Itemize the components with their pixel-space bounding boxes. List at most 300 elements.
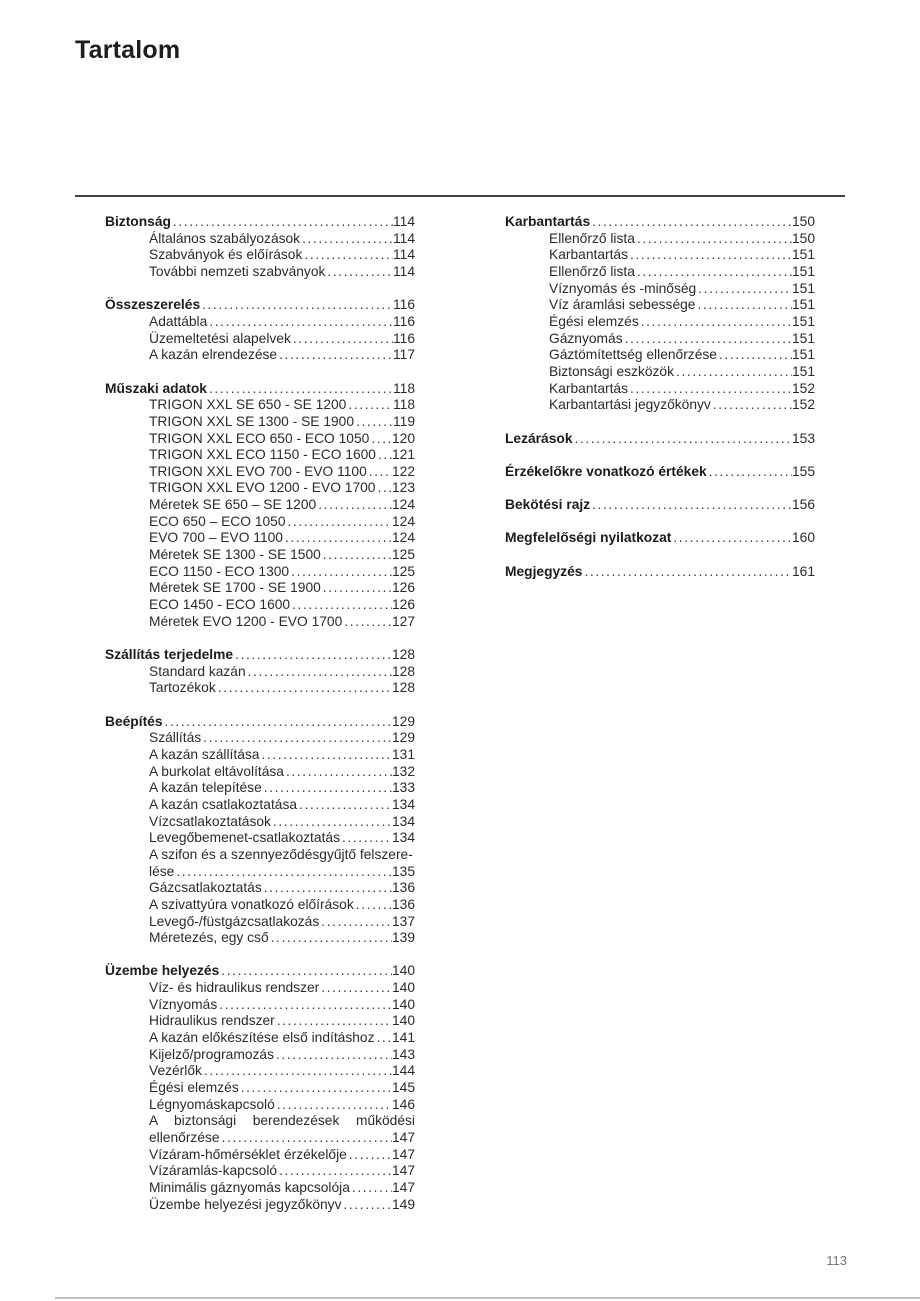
dot-leader: [590, 497, 792, 514]
dot-leader: [174, 864, 392, 881]
entry-label: További nemzeti szabványok: [149, 263, 326, 279]
entry-label: Szabványok és előírások: [149, 247, 303, 263]
toc-entry-row: [105, 447, 415, 464]
entry-label: A biztonsági berendezések működési: [149, 1113, 415, 1129]
toc-entry-row: [105, 580, 415, 597]
toc-entry-row: [105, 1163, 415, 1180]
toc-section: [105, 647, 415, 697]
section-title-row: [505, 497, 815, 514]
page-ref: 141: [391, 1030, 415, 1046]
section-title: Karbantartás: [505, 214, 591, 229]
dot-leader: [635, 231, 792, 248]
section-title-row: [105, 714, 415, 731]
page-ref: 151: [791, 330, 815, 346]
toc-entry-row: [105, 1147, 415, 1164]
dot-leader: [321, 580, 392, 597]
dot-leader: [275, 1097, 392, 1114]
toc-entry-row: [105, 780, 415, 797]
entry-label: Karbantartási jegyzőkönyv: [549, 397, 711, 413]
page-ref: 161: [791, 563, 815, 579]
page-ref: 125: [391, 563, 415, 579]
dot-leader: [202, 1063, 392, 1080]
entry-label: Méretek EVO 1200 - EVO 1700: [149, 613, 343, 629]
page-ref: 116: [393, 313, 415, 329]
entry-label: Méretek SE 1300 - SE 1500: [149, 547, 321, 563]
toc-entry-row: [105, 397, 415, 414]
page-ref: 136: [391, 896, 415, 912]
page-ref: 117: [393, 347, 415, 363]
dot-leader: [277, 1163, 392, 1180]
dot-leader: [291, 331, 393, 348]
entry-label: Vízáramlás-kapcsoló: [149, 1163, 278, 1179]
dot-leader: [375, 1030, 392, 1047]
toc-entry-row: [105, 914, 415, 931]
dot-leader: [262, 880, 392, 897]
section-title-row: [505, 431, 815, 448]
page-ref: 146: [391, 1096, 415, 1112]
entry-label: Égési elemzés: [549, 313, 639, 329]
toc-entry-row: [105, 231, 415, 248]
dot-leader: [200, 297, 393, 314]
page-ref: 134: [391, 813, 415, 829]
page-ref: 124: [391, 497, 415, 513]
page-ref: 114: [393, 247, 415, 263]
toc-entry-row: [105, 1197, 415, 1214]
section-title-row: [105, 297, 415, 314]
entry-label: Biztonsági eszközök: [549, 363, 675, 379]
page-ref: 133: [391, 780, 415, 796]
toc-entry-row: [505, 281, 815, 298]
page-ref: 132: [391, 763, 415, 779]
dot-leader: [297, 797, 392, 814]
entry-label: ellenőrzése: [149, 1130, 220, 1146]
toc-entry-row: [105, 764, 415, 781]
page-ref: 128: [391, 647, 415, 663]
dot-leader: [367, 464, 392, 481]
toc-entry-row: [105, 664, 415, 681]
toc-entry-row: [105, 1013, 415, 1030]
page-ref: 114: [393, 214, 415, 229]
entry-label: TRIGON XXL SE 650 - SE 1200: [149, 397, 347, 413]
toc-section: [505, 214, 815, 414]
entry-label: Minimális gáznyomás kapcsolója: [149, 1179, 350, 1195]
entry-label: ECO 1450 - ECO 1600: [149, 597, 291, 613]
page-ref: 139: [391, 930, 415, 946]
page-title: Tartalom: [75, 36, 181, 64]
entry-label: Karbantartás: [549, 247, 628, 263]
page-ref: 126: [391, 597, 415, 613]
toc-section: [105, 381, 415, 631]
table-of-contents: [105, 214, 815, 1213]
section-title: Megfelelőségi nyilatkozat: [505, 530, 672, 546]
dot-leader: [590, 214, 792, 231]
toc-entry-row: [105, 1097, 415, 1114]
page-ref: 134: [391, 796, 415, 812]
dot-leader: [711, 397, 792, 414]
page-ref: 137: [391, 913, 415, 929]
entry-label: Vezérlők: [149, 1063, 202, 1079]
toc-entry-row: [505, 364, 815, 381]
toc-entry-row: [105, 1080, 415, 1097]
dot-leader: [369, 431, 392, 448]
entry-label: Levegő-/füstgázcsatlakozás: [149, 913, 320, 929]
page-ref: 114: [393, 230, 415, 246]
page-ref: 147: [391, 1146, 415, 1162]
dot-leader: [325, 264, 393, 281]
toc-section: [505, 530, 815, 547]
toc-section: [505, 497, 815, 514]
dot-leader: [163, 714, 392, 731]
entry-label: TRIGON XXL EVO 700 - EVO 1100: [149, 463, 367, 479]
dot-leader: [275, 1013, 392, 1030]
toc-entry-row: [105, 497, 415, 514]
page-ref: 129: [391, 730, 415, 746]
entry-label: A kazán szállítása: [149, 746, 260, 762]
entry-label: ECO 650 – ECO 1050: [149, 513, 286, 529]
entry-label: Standard kazán: [149, 663, 246, 679]
entry-label: TRIGON XXL ECO 1150 - ECO 1600: [149, 447, 376, 463]
toc-entry-row: [105, 730, 415, 747]
toc-entry-row: [505, 397, 815, 414]
entry-label: Vízcsatlakoztatások: [149, 813, 271, 829]
dot-leader: [628, 381, 792, 398]
entry-label: Szállítás: [149, 730, 202, 746]
page-ref: 128: [391, 663, 415, 679]
section-title: Műszaki adatok: [105, 380, 207, 396]
page-ref: 151: [791, 313, 815, 329]
toc-column-right: [505, 214, 815, 1213]
toc-section: [105, 963, 415, 1213]
dot-leader: [259, 747, 392, 764]
page-ref: 121: [391, 447, 415, 463]
toc-entry-row: [105, 830, 415, 847]
dot-leader: [319, 980, 392, 997]
page-ref: 153: [791, 430, 815, 446]
entry-label: A szivattyúra vonatkozó előírások: [149, 896, 354, 912]
dot-leader: [171, 214, 393, 231]
page-ref: 129: [391, 713, 415, 729]
page-ref: 151: [791, 280, 815, 296]
toc-section: [105, 297, 415, 364]
dot-leader: [289, 564, 392, 581]
toc-entry-row: [105, 980, 415, 997]
entry-label: lése: [149, 863, 175, 879]
dot-leader: [277, 347, 393, 364]
page-ref: 134: [391, 830, 415, 846]
entry-label: Hidraulikus rendszer: [149, 1013, 275, 1029]
toc-entry-row: [105, 1180, 415, 1197]
page-ref: 152: [791, 397, 815, 413]
toc-entry-row: [105, 480, 415, 497]
dot-leader: [347, 1147, 392, 1164]
toc-entry-row: [505, 297, 815, 314]
page-ref: 124: [391, 530, 415, 546]
page-ref: 119: [393, 413, 415, 429]
dot-leader: [284, 764, 392, 781]
toc-entry-row: [505, 247, 815, 264]
toc-entry-row: [105, 997, 415, 1014]
entry-label: A kazán elrendezése: [149, 347, 278, 363]
page-ref: 150: [791, 230, 815, 246]
page-ref: 147: [391, 1163, 415, 1179]
page-ref: 152: [791, 380, 815, 396]
entry-label: Üzembe helyezési jegyzőkönyv: [149, 1196, 342, 1212]
section-title-row: [505, 564, 815, 581]
toc-section: [105, 714, 415, 947]
toc-entry-row: [505, 381, 815, 398]
toc-entry-row: [105, 247, 415, 264]
dot-leader: [274, 1047, 392, 1064]
entry-label: Víznyomás: [149, 996, 218, 1012]
section-title-row: [505, 530, 815, 547]
entry-label: Gáztömítettség ellenőrzése: [549, 347, 717, 363]
toc-entry-row: [105, 464, 415, 481]
page-ref: 118: [393, 397, 415, 413]
dot-leader: [346, 397, 393, 414]
dot-leader: [321, 547, 392, 564]
page-ref: 145: [391, 1080, 415, 1096]
page-ref: 144: [391, 1063, 415, 1079]
dot-leader: [350, 1180, 392, 1197]
page-ref: 140: [391, 996, 415, 1012]
page-ref: 118: [393, 380, 415, 396]
toc-entry-row: [505, 231, 815, 248]
toc-entry-row: [105, 814, 415, 831]
section-title: Beépítés: [105, 713, 163, 729]
page-ref: 120: [391, 430, 415, 446]
dot-leader: [207, 381, 393, 398]
dot-leader: [271, 814, 392, 831]
toc-section: [505, 464, 815, 481]
page-ref: 125: [391, 547, 415, 563]
section-title: Érzékelőkre vonatkozó értékek: [505, 463, 707, 479]
header-divider: [75, 195, 845, 197]
toc-entry-row: [105, 614, 415, 631]
section-title-row: [105, 214, 415, 231]
dot-leader: [262, 780, 392, 797]
section-title-row: [505, 464, 815, 481]
page-ref: 127: [391, 613, 415, 629]
toc-entry-row: [105, 347, 415, 364]
entry-label: A kazán előkészítése első indításhoz: [149, 1030, 375, 1046]
toc-entry-row: [105, 847, 415, 864]
page-ref: 140: [391, 963, 415, 979]
page-ref: 126: [391, 580, 415, 596]
dot-leader: [290, 597, 392, 614]
entry-label: EVO 700 – EVO 1100: [149, 530, 283, 546]
entry-label: Égési elemzés: [149, 1080, 239, 1096]
dot-leader: [319, 914, 392, 931]
dot-leader: [696, 281, 792, 298]
toc-section: [505, 431, 815, 448]
entry-label: A szifon és a szennyeződésgyűjtő felszere-: [149, 846, 413, 862]
toc-entry-row: [105, 897, 415, 914]
toc-column-left: [105, 214, 415, 1213]
section-title-row: [105, 381, 415, 398]
toc-entry-row: [105, 680, 415, 697]
page-ref: 128: [391, 680, 415, 696]
page-number: 113: [826, 1253, 847, 1268]
dot-leader: [628, 247, 792, 264]
page-ref: 116: [393, 297, 415, 313]
section-title: Üzembe helyezés: [105, 963, 220, 979]
page-ref: 143: [391, 1046, 415, 1062]
page-ref: 151: [791, 263, 815, 279]
dot-leader: [283, 530, 392, 547]
dot-leader: [340, 830, 392, 847]
entry-label: Levegőbemenet-csatlakoztatás: [149, 830, 340, 846]
page-ref: 131: [391, 746, 415, 762]
entry-label: Víznyomás és -minőség: [549, 280, 697, 296]
page-ref: 122: [391, 463, 415, 479]
page-ref: 156: [791, 497, 815, 513]
dot-leader: [674, 364, 792, 381]
section-title: Szállítás terjedelme: [105, 647, 234, 663]
toc-entry-row: [105, 530, 415, 547]
entry-label: Méretek SE 1700 - SE 1900: [149, 580, 321, 596]
section-title: Biztonság: [105, 214, 171, 229]
dot-leader: [671, 530, 792, 547]
dot-leader: [269, 930, 392, 947]
dot-leader: [375, 480, 391, 497]
page-ref: 151: [791, 247, 815, 263]
dot-leader: [354, 414, 393, 431]
dot-leader: [219, 963, 392, 980]
entry-label: Ellenőrző lista: [549, 263, 635, 279]
dot-leader: [582, 564, 792, 581]
page-ref: 123: [391, 480, 415, 496]
dot-leader: [717, 347, 792, 364]
dot-leader: [695, 297, 791, 314]
toc-entry-row: [105, 547, 415, 564]
dot-leader: [342, 614, 392, 631]
toc-entry-row: [105, 331, 415, 348]
entry-label: Vízáram-hőmérséklet érzékelője: [149, 1146, 347, 1162]
toc-entry-row: [105, 930, 415, 947]
dot-leader: [216, 680, 392, 697]
page-ref: 151: [791, 363, 815, 379]
toc-entry-row: [105, 797, 415, 814]
dot-leader: [573, 431, 792, 448]
entry-label: TRIGON XXL SE 1300 - SE 1900: [149, 413, 355, 429]
entry-label: Légnyomáskapcsoló: [149, 1096, 275, 1112]
page-ref: 147: [391, 1130, 415, 1146]
dot-leader: [302, 247, 393, 264]
toc-section: [105, 214, 415, 281]
entry-label: TRIGON XXL EVO 1200 - EVO 1700: [149, 480, 376, 496]
dot-leader: [623, 331, 792, 348]
section-title-row: [105, 963, 415, 980]
page-ref: 150: [791, 214, 815, 229]
entry-label: TRIGON XXL ECO 650 - ECO 1050: [149, 430, 370, 446]
toc-entry-row: [105, 564, 415, 581]
dot-leader: [639, 314, 792, 331]
dot-leader: [316, 497, 392, 514]
section-title: Bekötési rajz: [505, 497, 591, 513]
toc-entry-row: [505, 314, 815, 331]
entry-label: Méretezés, egy cső: [149, 930, 269, 946]
toc-entry-row: [105, 264, 415, 281]
toc-entry-row: [505, 331, 815, 348]
toc-entry-row: [505, 347, 815, 364]
entry-label: Adattábla: [149, 313, 208, 329]
dot-leader: [300, 231, 393, 248]
dot-leader: [635, 264, 792, 281]
section-title: Megjegyzés: [505, 563, 583, 579]
toc-entry-row: [105, 414, 415, 431]
page-ref: 147: [391, 1179, 415, 1195]
page-ref: 136: [391, 880, 415, 896]
dot-leader: [239, 1080, 392, 1097]
toc-entry-row: [105, 1063, 415, 1080]
entry-label: Méretek SE 650 – SE 1200: [149, 497, 317, 513]
toc-entry-row: [505, 264, 815, 281]
entry-label: Üzemeltetési alapelvek: [149, 330, 291, 346]
entry-label: Gáznyomás: [549, 330, 623, 346]
entry-label: Tartozékok: [149, 680, 216, 696]
entry-label: ECO 1150 - ECO 1300: [149, 563, 290, 579]
entry-label: Kijelző/programozás: [149, 1046, 274, 1062]
dot-leader: [707, 464, 792, 481]
dot-leader: [341, 1197, 391, 1214]
dot-leader: [286, 514, 392, 531]
toc-entry-row: [105, 314, 415, 331]
toc-entry-continuation-row: [105, 1130, 415, 1147]
dot-leader: [207, 314, 393, 331]
page-ref: 140: [391, 980, 415, 996]
page-ref: 149: [391, 1196, 415, 1212]
page-ref: 160: [791, 530, 815, 546]
dot-leader: [217, 997, 392, 1014]
page-ref: 151: [791, 297, 815, 313]
entry-label: Víz áramlási sebessége: [549, 297, 696, 313]
entry-label: A kazán telepítése: [149, 780, 262, 796]
entry-label: Karbantartás: [549, 380, 628, 396]
dot-leader: [233, 647, 392, 664]
toc-entry-row: [105, 1047, 415, 1064]
toc-entry-row: [105, 597, 415, 614]
toc-entry-row: [105, 1030, 415, 1047]
toc-entry-row: [105, 880, 415, 897]
toc-entry-row: [105, 514, 415, 531]
entry-label: Általános szabályozások: [149, 230, 301, 246]
page-ref: 124: [391, 513, 415, 529]
page-bottom-edge: [55, 1297, 920, 1299]
page-ref: 140: [391, 1013, 415, 1029]
dot-leader: [201, 730, 392, 747]
toc-entry-row: [105, 431, 415, 448]
entry-label: Víz- és hidraulikus rendszer: [149, 980, 320, 996]
page-ref: 116: [393, 330, 415, 346]
page-ref: 151: [791, 347, 815, 363]
toc-entry-row: [105, 747, 415, 764]
dot-leader: [246, 664, 392, 681]
page-ref: 135: [391, 863, 415, 879]
toc-entry-continuation-row: [105, 864, 415, 881]
page-ref: 155: [791, 463, 815, 479]
entry-label: Ellenőrző lista: [549, 230, 635, 246]
page-ref: 114: [393, 263, 415, 279]
section-title: Összeszerelés: [105, 297, 201, 313]
entry-label: Gázcsatlakoztatás: [149, 880, 262, 896]
section-title-row: [505, 214, 815, 231]
toc-section: [505, 564, 815, 581]
section-title-row: [105, 647, 415, 664]
entry-label: A kazán csatlakoztatása: [149, 796, 298, 812]
toc-entry-row: [105, 1113, 415, 1130]
dot-leader: [376, 447, 392, 464]
entry-label: A burkolat eltávolítása: [149, 763, 284, 779]
